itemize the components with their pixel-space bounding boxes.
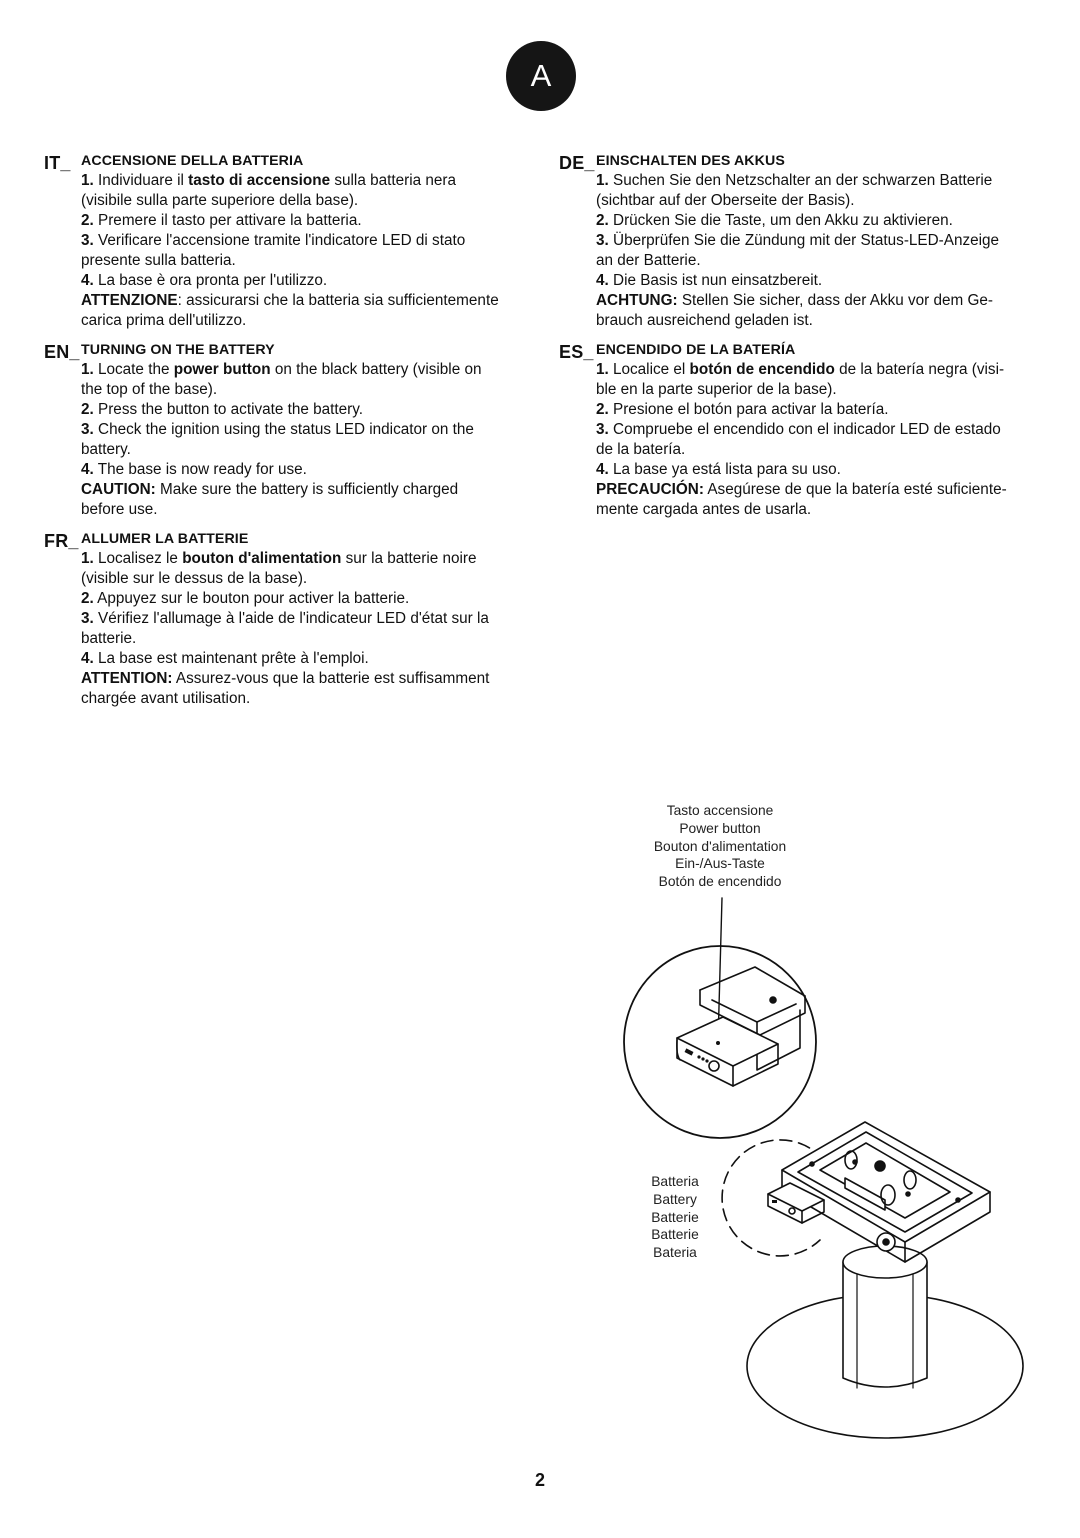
text-run: Localice el bbox=[608, 361, 690, 378]
text-run: chargée avant utilisation. bbox=[81, 690, 251, 707]
power-button-dot bbox=[716, 1041, 720, 1045]
callout-label: Bateria bbox=[653, 1245, 697, 1261]
text-run: sulla batteria nera bbox=[330, 172, 456, 189]
text-run: Premere il tasto per attivare la batteria. bbox=[93, 212, 362, 229]
stand-column bbox=[843, 1262, 927, 1387]
section-title: ALLUMER LA BATTERIE bbox=[81, 531, 249, 547]
text-run: Stellen Sie sicher, dass der Akku vor dem Ge- bbox=[677, 292, 994, 309]
text-run: Asegúrese de que la batería esté suficiente- bbox=[703, 481, 1007, 498]
text-run: de la batería. bbox=[596, 441, 686, 458]
callout-power-button bbox=[620, 802, 820, 891]
bold-text: 2. bbox=[81, 212, 94, 229]
text-run: Überprüfen Sie die Zündung mit der Status-LED-Anzeige bbox=[608, 232, 1000, 249]
text-run: The base is now ready for use. bbox=[93, 461, 307, 478]
callout-label: Bouton d'alimentation bbox=[653, 838, 787, 854]
bold-text: 1. bbox=[81, 550, 94, 567]
bold-text: 1. bbox=[596, 361, 609, 378]
text-run: battery. bbox=[81, 441, 131, 458]
section-title: EINSCHALTEN DES AKKUS bbox=[596, 153, 785, 169]
text-run: Verificare l'accensione tramite l'indicatore LED di stato bbox=[93, 232, 466, 249]
text-run: Assurez-vous que la batterie est suffisamment bbox=[172, 670, 490, 687]
text-run: Drücken Sie die Taste, um den Akku zu aktivieren. bbox=[608, 212, 953, 229]
callout-label: Tasto accensione bbox=[666, 803, 774, 818]
callout-label: Battery bbox=[653, 1191, 697, 1207]
stand-head-frame bbox=[782, 1122, 990, 1262]
section-title: ENCENDIDO DE LA BATERÍA bbox=[596, 342, 796, 358]
language-code: IT_ bbox=[44, 153, 71, 173]
bold-text: 3. bbox=[596, 232, 609, 249]
bold-text: 2. bbox=[81, 401, 94, 418]
text-run: de la batería negra (visi- bbox=[834, 361, 1005, 378]
bold-text: power button bbox=[173, 361, 271, 378]
text-run: ble en la parte superior de la base). bbox=[596, 381, 837, 398]
callout-label: Batteria bbox=[651, 1174, 699, 1189]
text-run: (visible sur le dessus de la base). bbox=[81, 570, 308, 587]
bold-text: 1. bbox=[596, 172, 609, 189]
bold-text: 4. bbox=[596, 461, 609, 478]
callout-label: Batterie bbox=[651, 1227, 699, 1243]
bold-text: botón de encendido bbox=[689, 361, 835, 378]
bold-text: 4. bbox=[81, 272, 94, 289]
text-run: : assicurarsi che la batteria sia sufficientemente bbox=[177, 292, 499, 309]
bold-text: 4. bbox=[596, 272, 609, 289]
text-run: Compruebe el encendido con el indicador LED de estado bbox=[608, 421, 1001, 438]
text-run: Appuyez sur le bouton pour activer la batterie. bbox=[93, 590, 410, 607]
text-run: carica prima dell'utilizzo. bbox=[81, 312, 247, 329]
text-run: Individuare il bbox=[93, 172, 189, 189]
callout-label: Ein-/Aus-Taste bbox=[675, 856, 765, 872]
bold-text: 1. bbox=[81, 361, 94, 378]
text-run: mente cargada antes de usarla. bbox=[596, 501, 812, 518]
text-run: La base est maintenant prête à l'emploi. bbox=[93, 650, 369, 667]
text-run: (visibile sulla parte superiore della base). bbox=[81, 192, 359, 209]
text-run: Die Basis ist nun einsatzbereit. bbox=[608, 272, 823, 289]
bold-text: tasto di accensione bbox=[188, 172, 331, 189]
text-run: La base ya está lista para su uso. bbox=[608, 461, 841, 478]
text-run: Suchen Sie den Netzschalter an der schwarzen Batterie bbox=[608, 172, 993, 189]
text-run: Press the button to activate the battery. bbox=[93, 401, 364, 418]
bold-text: ACHTUNG: bbox=[596, 292, 678, 309]
language-code: EN_ bbox=[44, 342, 80, 362]
bold-text: 3. bbox=[596, 421, 609, 438]
bold-text: CAUTION: bbox=[81, 481, 156, 498]
callout-battery bbox=[625, 1173, 725, 1262]
text-run: brauch ausreichend geladen ist. bbox=[596, 312, 813, 329]
text-run: before use. bbox=[81, 501, 158, 518]
text-run: Presione el botón para activar la batería. bbox=[608, 401, 889, 418]
language-code: ES_ bbox=[559, 342, 594, 362]
text-run: presente sulla batteria. bbox=[81, 252, 236, 269]
text-run: (sichtbar auf der Oberseite der Basis). bbox=[596, 192, 855, 209]
text-run: Localisez le bbox=[93, 550, 183, 567]
text-run: Make sure the battery is sufficiently charged bbox=[155, 481, 459, 498]
section-title: TURNING ON THE BATTERY bbox=[81, 342, 275, 358]
language-code: DE_ bbox=[559, 153, 595, 173]
text-run: batterie. bbox=[81, 630, 137, 647]
step-badge: A bbox=[506, 41, 576, 111]
bold-text: 4. bbox=[81, 461, 94, 478]
bold-text: 3. bbox=[81, 610, 94, 627]
text-run: sur la batterie noire bbox=[341, 550, 477, 567]
text-run: the top of the base). bbox=[81, 381, 218, 398]
callout-label: Batterie bbox=[651, 1209, 699, 1225]
language-code: FR_ bbox=[44, 531, 79, 551]
section-title: ACCENSIONE DELLA BATTERIA bbox=[81, 153, 304, 169]
bold-text: ATTENZIONE bbox=[81, 292, 178, 309]
text-run: Check the ignition using the status LED indicator on the bbox=[93, 421, 474, 438]
text-run: Vérifiez l'allumage à l'aide de l'indicateur LED d'état sur la bbox=[93, 610, 489, 627]
text-run: on the black battery (visible on bbox=[270, 361, 482, 378]
bold-text: 1. bbox=[81, 172, 94, 189]
bold-text: PRECAUCIÓN: bbox=[596, 481, 704, 498]
text-run: La base è ora pronta per l'utilizzo. bbox=[93, 272, 328, 289]
bold-text: ATTENTION: bbox=[81, 670, 173, 687]
text-run: Locate the bbox=[93, 361, 174, 378]
text-run: an der Batterie. bbox=[596, 252, 701, 269]
page-number: 2 bbox=[534, 1470, 545, 1490]
bold-text: 4. bbox=[81, 650, 94, 667]
bold-text: bouton d'alimentation bbox=[182, 550, 342, 567]
bold-text: 2. bbox=[596, 401, 609, 418]
callout-label: Power button bbox=[679, 820, 761, 836]
bold-text: 3. bbox=[81, 232, 94, 249]
bold-text: 3. bbox=[81, 421, 94, 438]
bold-text: 2. bbox=[596, 212, 609, 229]
callout-label: Botón de encendido bbox=[658, 874, 782, 890]
bold-text: 2. bbox=[81, 590, 94, 607]
